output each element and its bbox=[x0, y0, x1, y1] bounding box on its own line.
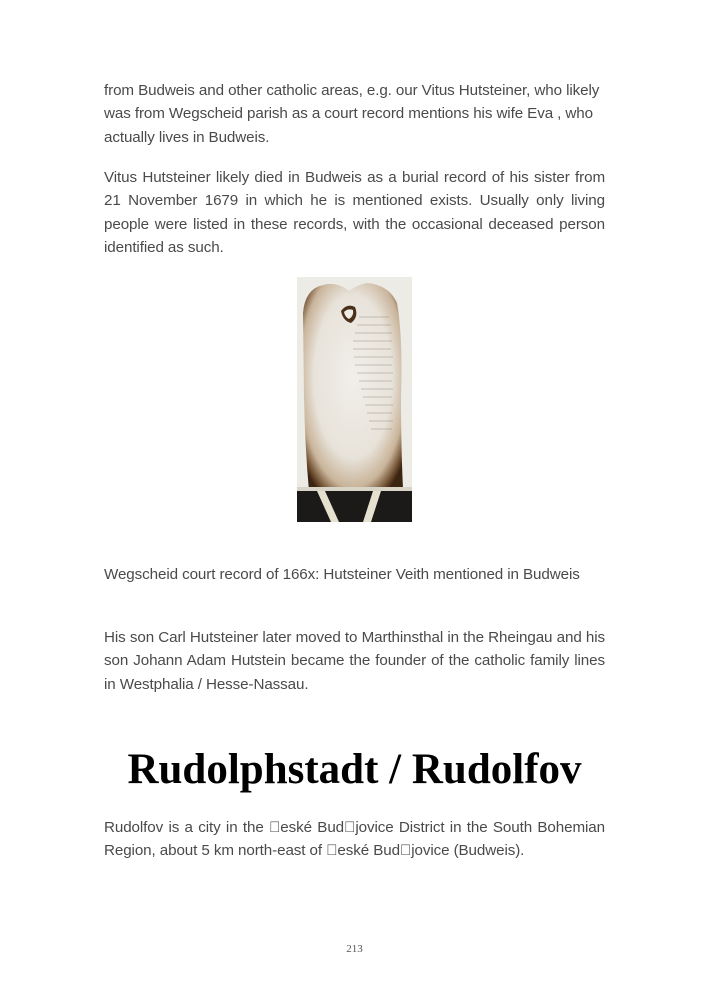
paragraph-budweis-catholic-areas: from Budweis and other catholic areas, e.g. our Vitus Hutsteiner, who likely was from Wegscheid parish as a court record mentions his wife Eva , who actually lives in Budweis. bbox=[104, 82, 600, 146]
photo-caption: Wegscheid court record of 166x: Hutsteiner Veith mentioned in Budweis bbox=[104, 566, 580, 583]
paragraph-rudolfov-description: Rudolfov is a city in the  eské Bud jovice District in the South Bohemian Region, about 5 km north-east of  eské Bud jovice (Budweis). bbox=[104, 819, 605, 860]
court-record-photo bbox=[297, 277, 412, 522]
section-heading-rudolfov: Rudolphstadt / Rudolfov bbox=[127, 746, 582, 793]
page-number: 213 bbox=[346, 943, 363, 955]
paragraph-carl-hutsteiner: His son Carl Hutsteiner later moved to Marthinsthal in the Rheingau and his son Johann Adam Hutstein became the founder of the catholic family lines in Westphalia / Hesse-Nassau. bbox=[104, 629, 605, 693]
paragraph-vitus-burial-record: Vitus Hutsteiner likely died in Budweis as a burial record of his sister from 21 November 1679 in which he is mentioned exists. Usually only living people were listed in these records, with the occasional deceased person identified as such. bbox=[104, 169, 605, 256]
